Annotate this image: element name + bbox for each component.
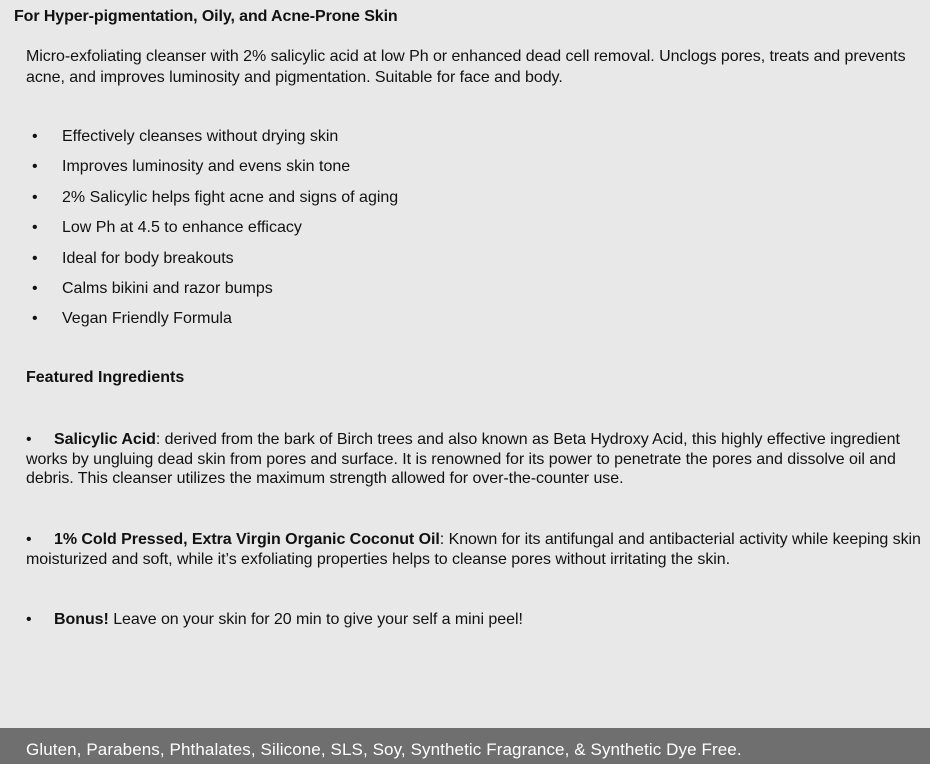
featured-ingredients-heading: Featured Ingredients xyxy=(26,369,185,386)
bonus-label: Bonus! xyxy=(54,611,109,628)
bullet-icon: • xyxy=(26,531,32,548)
bullet-icon: • xyxy=(32,158,38,176)
benefit-text: Improves luminosity and evens skin tone xyxy=(62,158,351,176)
bullet-icon: • xyxy=(32,279,38,297)
benefit-text: Calms bikini and razor bumps xyxy=(62,279,273,297)
bonus-description: Leave on your skin for 20 min to give your self a mini peel! xyxy=(108,611,523,628)
bullet-icon: • xyxy=(32,128,38,145)
bullet-icon: • xyxy=(26,431,32,448)
benefit-text: Vegan Friendly Formula xyxy=(62,310,232,328)
bullet-icon: • xyxy=(26,611,32,628)
free-from-text: Gluten, Parabens, Phthalates, Silicone, SLS, Soy, Synthetic Fragrance, & Synthetic Dye Free. xyxy=(26,740,742,759)
ingredient-salicylic-acid xyxy=(26,430,926,489)
benefit-text: Ideal for body breakouts xyxy=(62,249,234,267)
ingredient-coconut-oil xyxy=(26,530,926,569)
ingredient-name: Salicylic Acid xyxy=(54,431,156,448)
bullet-icon: • xyxy=(32,249,38,267)
bullet-icon: • xyxy=(32,219,38,237)
ingredient-name: 1% Cold Pressed, Extra Virgin Organic Coconut Oil xyxy=(54,531,440,548)
bonus-tip xyxy=(26,610,926,630)
product-intro-paragraph: Micro-exfoliating cleanser with 2% salicylic acid at low Ph or enhanced dead cell removal. Unclogs pores, treats and prevents acne, and improves luminosity and pigmentation. Suitable for face and body. xyxy=(26,48,906,86)
benefit-text: Low Ph at 4.5 to enhance efficacy xyxy=(62,219,302,237)
ingredient-description: : Known for its antifungal and antibacterial activity while keeping skin moisturized and soft, while it’s exfoliating properties helps to cleanse pores without irritating the skin. xyxy=(26,531,921,568)
free-from-footer-bar xyxy=(0,728,930,764)
benefit-text: 2% Salicylic helps fight acne and signs of aging xyxy=(62,188,399,206)
bullet-icon: • xyxy=(32,188,38,206)
ingredient-description: : derived from the bark of Birch trees and also known as Beta Hydroxy Acid, this highly effective ingredient works by ungluing dead skin from pores and surface. It is renowned for its power to penetrate the pores and dissolve oil and debris. This cleanser utilizes the maximum strength allowed for over-the-counter use. xyxy=(26,431,900,487)
benefit-text: Effectively cleanses without drying skin xyxy=(62,128,339,145)
page-title: For Hyper-pigmentation, Oily, and Acne-Prone Skin xyxy=(14,8,398,25)
bullet-icon: • xyxy=(32,310,38,328)
